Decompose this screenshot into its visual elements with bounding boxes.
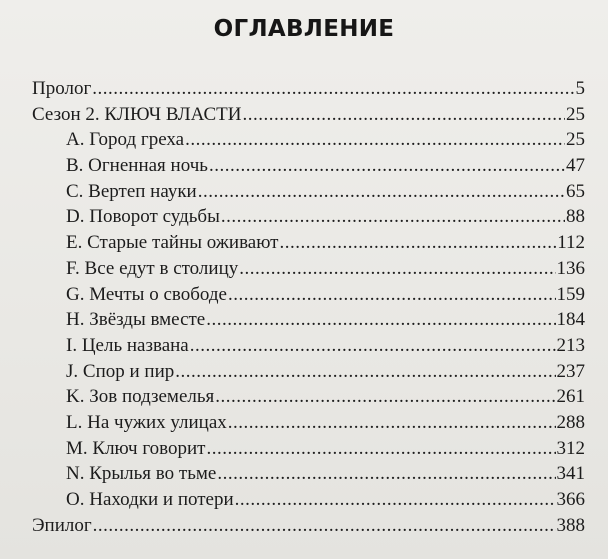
dot-leader [242,102,565,128]
dot-leader [92,76,574,102]
toc-entry [32,513,585,539]
toc-entry-title: Пролог [32,78,92,99]
dot-leader [206,307,555,333]
table-of-contents [32,76,585,538]
toc-entry [32,461,585,487]
toc-entry-title: K. Зов подземелья [66,386,215,408]
toc-entry [32,230,585,256]
dot-leader [190,333,556,359]
toc-page-number: 25 [566,129,585,151]
toc-entry [32,179,585,205]
toc-entry-title: H. Звёзды вместе [66,309,206,331]
toc-entry [32,153,585,179]
dot-leader [228,282,556,308]
toc-entry [32,410,585,436]
toc-entry-title: Сезон 2. КЛЮЧ ВЛАСТИ [32,103,242,125]
toc-page-number: 288 [556,411,585,433]
toc-entry [32,127,585,153]
toc-page-number: 366 [556,489,585,510]
toc-entry [32,76,585,102]
toc-entry-title: A. Город греха [66,129,185,151]
toc-page-number: 213 [556,334,585,356]
toc-entry-title: J. Спор и пир [66,360,175,382]
toc-entry-title: C. Вертеп науки [66,180,197,202]
dot-leader [235,487,556,513]
toc-page-number: 136 [556,257,585,279]
toc-page-number: 237 [556,360,585,382]
toc-page-number: 341 [556,463,585,485]
toc-entry-title: B. Огненная ночь [66,155,208,177]
page-title: ОГЛАВЛЕНИЕ [213,16,395,42]
dot-leader [221,204,565,230]
dot-leader [198,179,565,205]
toc-entry-title: G. Мечты о свободе [66,283,227,305]
dot-leader [217,461,555,487]
toc-entry [32,256,585,282]
toc-page-number: 88 [566,206,585,228]
toc-entry-title: I. Цель названа [66,334,189,356]
toc-entry-title: M. Ключ говорит [66,437,206,459]
toc-entry [32,487,585,513]
toc-entry [32,384,585,410]
dot-leader [280,230,557,256]
toc-page-number: 112 [557,232,585,254]
toc-entry [32,333,585,359]
toc-page-number: 159 [556,283,585,305]
toc-entry [32,102,585,128]
toc-page-number: 184 [556,309,585,331]
toc-entry-title: F. Все едут в столицу [66,257,239,279]
toc-entry-title: L. На чужих улицах [66,411,227,433]
toc-entry-title: N. Крылья во тьме [66,463,217,485]
toc-page-number: 261 [556,386,585,408]
dot-leader [185,127,565,153]
toc-entry [32,282,585,308]
toc-entry-title: D. Поворот судьбы [66,206,220,228]
toc-entry [32,204,585,230]
toc-page-number: 388 [556,514,585,536]
dot-leader [239,256,555,282]
dot-leader [93,513,556,539]
toc-page-number: 5 [575,78,585,99]
toc-entry-title: E. Старые тайны оживают [66,232,279,254]
toc-entry-title: O. Находки и потери [66,489,234,510]
toc-page-number: 65 [566,180,585,202]
toc-entry [32,436,585,462]
toc-entry [32,307,585,333]
dot-leader [175,359,555,385]
toc-page-number: 312 [556,437,585,459]
toc-page-number: 25 [566,103,585,125]
dot-leader [228,410,556,436]
dot-leader [206,436,555,462]
dot-leader [209,153,565,179]
dot-leader [215,384,555,410]
toc-entry-title: Эпилог [32,514,92,536]
toc-entry [32,359,585,385]
toc-page-number: 47 [566,155,585,177]
